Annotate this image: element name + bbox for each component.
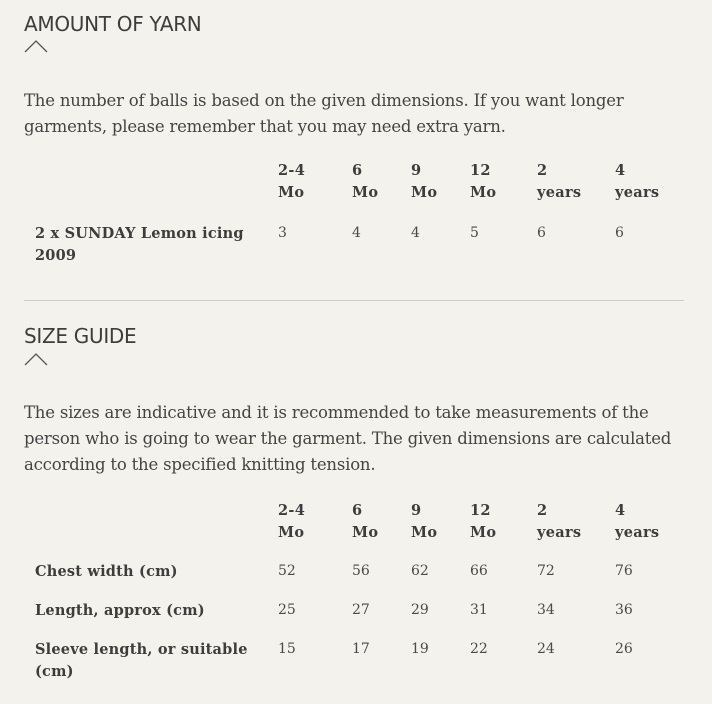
- chevron-up-icon[interactable]: [24, 352, 48, 366]
- cell: 56: [352, 563, 370, 579]
- row-label: Length, approx (cm): [35, 602, 205, 619]
- yarn-heading: AMOUNT OF YARN: [24, 12, 202, 36]
- cell: 76: [615, 563, 633, 579]
- size-section: [24, 324, 684, 680]
- cell: 62: [411, 563, 429, 579]
- table-row: [35, 583, 675, 622]
- cell: 31: [470, 602, 488, 618]
- col-header: 2 years: [537, 502, 582, 541]
- cell: 29: [411, 602, 429, 618]
- row-label: Sleeve length, or suitable (cm): [35, 641, 248, 680]
- col-header: 4 years: [615, 502, 660, 541]
- size-heading: SIZE GUIDE: [24, 324, 137, 348]
- chevron-up-icon[interactable]: [24, 39, 48, 53]
- cell: 15: [278, 641, 296, 657]
- cell: 6: [615, 225, 624, 241]
- col-header: 9 Mo: [411, 502, 438, 541]
- cell: 4: [352, 225, 361, 241]
- col-header: 6 Mo: [352, 162, 379, 201]
- cell: 3: [278, 225, 287, 241]
- cell: 34: [537, 602, 555, 618]
- cell: 27: [352, 602, 370, 618]
- col-header: 2-4 Mo: [278, 162, 306, 201]
- cell: 26: [615, 641, 633, 657]
- cell: 6: [537, 225, 546, 241]
- cell: 19: [411, 641, 429, 657]
- yarn-intro: The number of balls is based on the given dimensions. If you want longer garments, please remember that you may need extra yarn.: [24, 91, 624, 136]
- cell: 72: [537, 563, 555, 579]
- yarn-table-header: [35, 160, 675, 204]
- table-row: [35, 622, 675, 683]
- col-header: 12 Mo: [470, 502, 497, 541]
- cell: 66: [470, 563, 488, 579]
- table-row: [35, 204, 675, 267]
- cell: 52: [278, 563, 296, 579]
- size-table-header: [35, 500, 675, 544]
- cell: 25: [278, 602, 296, 618]
- cell: 17: [352, 641, 370, 657]
- size-intro: The sizes are indicative and it is recommended to take measurements of the person who is going to wear the garment. The given dimensions are calculated according to the specified knitting tension.: [24, 403, 672, 474]
- cell: 36: [615, 602, 633, 618]
- col-header: 2-4 Mo: [278, 502, 306, 541]
- col-header: 12 Mo: [470, 162, 497, 201]
- yarn-section: [24, 12, 684, 264]
- cell: 24: [537, 641, 555, 657]
- table-row: [35, 544, 675, 583]
- col-header: 2 years: [537, 162, 582, 201]
- size-table: [35, 500, 675, 683]
- yarn-table: [35, 160, 675, 267]
- row-label: 2 x SUNDAY Lemon icing 2009: [35, 225, 244, 264]
- col-header: 4 years: [615, 162, 660, 201]
- col-header: 9 Mo: [411, 162, 438, 201]
- row-label: Chest width (cm): [35, 563, 178, 580]
- col-header: 6 Mo: [352, 502, 379, 541]
- section-divider: [24, 300, 684, 301]
- cell: 22: [470, 641, 488, 657]
- cell: 4: [411, 225, 420, 241]
- cell: 5: [470, 225, 479, 241]
